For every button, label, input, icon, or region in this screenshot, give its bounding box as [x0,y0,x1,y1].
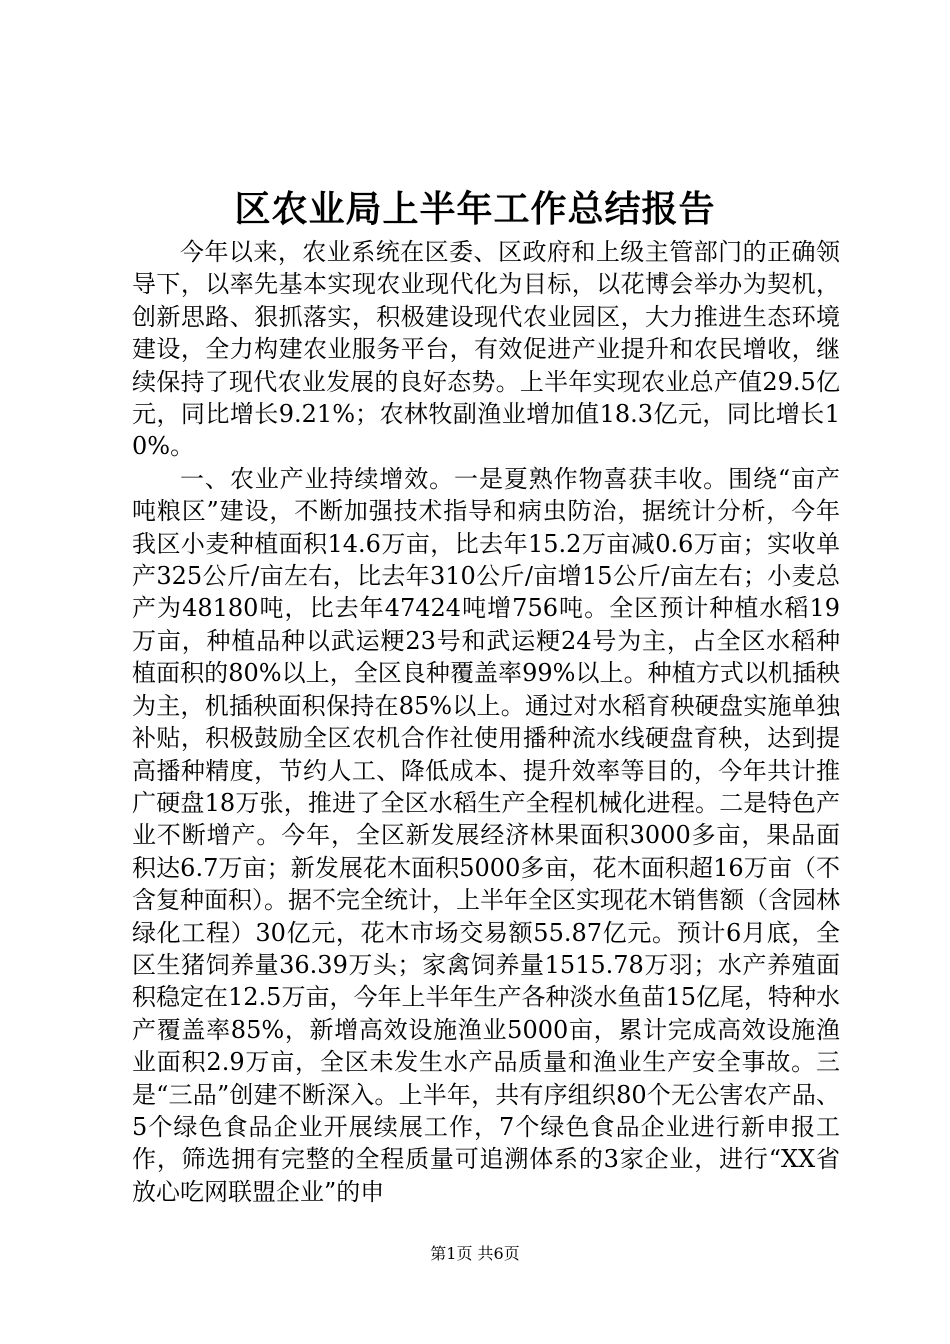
page-footer [0,1244,950,1264]
document-body [132,236,840,1208]
document-title: 区农业局上半年工作总结报告 [234,188,716,230]
page-number: 第1页 [430,1244,473,1263]
section-one-paragraph: 一、农业产业持续增效。一是夏熟作物喜获丰收。围绕“亩产吨粮区”建设，不断加强技术指导和病虫防治，据统计分析，今年我区小麦种植面积14.6万亩，比去年15.2万亩减0.6万亩；实收单产325公斤/亩左右，比去年310公斤/亩增15公斤/亩左右；小麦总产为48180吨，比去年47424吨增756吨。全区预计种植水稻19万亩，种植品种以武运粳23号和武运粳24号为主，占全区水稻种植面积的80%以上，全区良种覆盖率99%以上。种植方式以机插秧为主，机插秧面积保持在85%以上。通过对水稻育秧硬盘实施单独补贴，积极鼓励全区农机合作社使用播种流水线硬盘育秧，达到提高播种精度，节约人工、降低成本、提升效率等目的，今年共计推广硬盘18万张，推进了全区水稻生产全程机械化进程。二是特色产业不断增产。今年，全区新发展经济林果面积3000多亩，果品面积达6.7万亩；新发展花木面积5000多亩，花木面积超16万亩（不含复种面积）。据不完全统计，上半年全区实现花木销售额（含园林绿化工程）30亿元，花木市场交易额55.87亿元。预计6月底，全区生猪饲养量36.39万头；家禽饲养量1515.78万羽；水产养殖面积稳定在12.5万亩，今年上半年生产各种淡水鱼苗15亿尾，特种水产覆盖率85%，新增高效设施渔业5000亩，累计完成高效设施渔业面积2.9万亩，全区未发生水产品质量和渔业生产安全事故。三是“三品”创建不断深入。上半年，共有序组织80个无公害农产品、5个绿色食品企业开展续展工作，7个绿色食品企业进行新申报工作，筛选拥有完整的全程质量可追溯体系的3家企业，进行“XX省放心吃网联盟企业”的申 [132,464,840,1206]
intro-paragraph: 今年以来，农业系统在区委、区政府和上级主管部门的正确领导下，以率先基本实现农业现代化为目标，以花博会举办为契机，创新思路、狠抓落实，积极建设现代农业园区，大力推进生态环境建设，全力构建农业服务平台，有效促进产业提升和农民增收，继续保持了现代农业发展的良好态势。上半年实现农业总产值29.5亿元，同比增长9.21%；农林牧副渔业增加值18.3亿元，同比增长10%。 [132,238,840,461]
page-total: 共6页 [477,1244,520,1263]
